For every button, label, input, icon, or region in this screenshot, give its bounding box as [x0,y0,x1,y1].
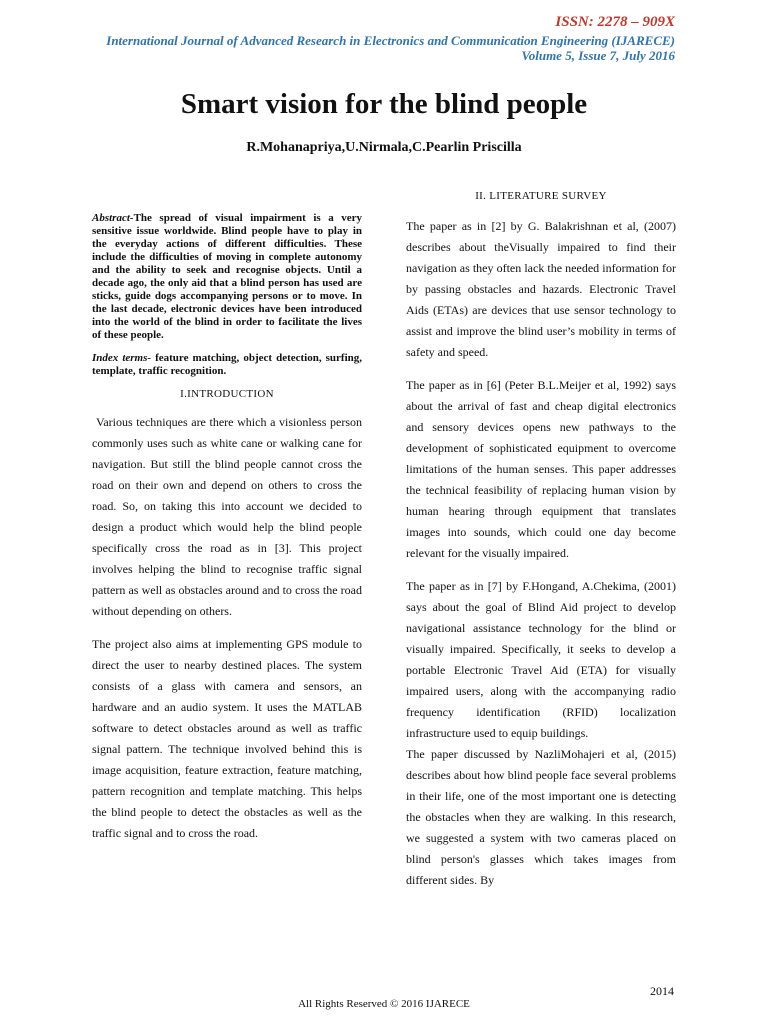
journal-header [35,33,675,63]
abstract-label: Abstract- [92,212,134,224]
section-heading-introduction: I.INTRODUCTION [180,388,274,400]
index-terms-text: feature matching, object detection, surfing, template, traffic recognition. [92,352,363,377]
section-heading-literature-survey: II. LITERATURE SURVEY [475,190,607,202]
abstract [92,212,362,342]
intro-paragraph-2: The project also aims at implementing GPS module to direct the user to nearby destined places. The system consists of a glass with camera and sensors, an hardware and an audio system. It uses the MATLAB software to detect obstacles around as well as traffic signal pattern. The technique involved behind this is image acquisition, feature extraction, feature matching, pattern recognition and template matching. This helps the blind people to detect the obstacles as well as the traffic signal and to cross the road. [92,637,362,840]
literature-paragraph-3: The paper as in [7] by F.Hongand, A.Chekima, (2001) says about the goal of Blind Aid project to develop navigational assistance technology for the blind or visually impaired. Specifically, it seeks to develop a portable Electronic Travel Aid (ETA) for visually impaired users, along with the accompanying radio frequency identification (RFID) localization infrastructure used to equip buildings. [406,579,676,740]
paper-authors: R.Mohanapriya,U.Nirmala,C.Pearlin Priscilla [246,140,522,155]
footer-copyright: All Rights Reserved © 2016 IJARECE [298,998,470,1010]
paper-title: Smart vision for the blind people [180,88,588,120]
left-column [92,190,362,844]
right-column [406,190,676,891]
abstract-text: The spread of visual impairment is a very sensitive issue worldwide. Blind people have to play in the everyday actions of different difficulties. These include the difficulties of moving in complete autonomy and the ability to seek and recognise objects. Until a decade ago, the only aid that a blind person has used are sticks, guide dogs accompanying persons or to move. In the last decade, electronic devices have been introduced into the world of the blind in order to facilitate the lives of these people. [92,212,362,341]
index-terms [92,352,362,378]
literature-paragraph-1: The paper as in [2] by G. Balakrishnan et al, (2007) describes about theVisually impaired to find their navigation as they often lack the needed information for by passing obstacles and hazards. Electronic Travel Aids (ETAs) are devices that use sensor technology to assist and improve the blind user’s mobility in terms of safety and speed. [406,219,676,359]
index-terms-label: Index terms- [92,352,152,364]
literature-paragraph-4: The paper discussed by NazliMohajeri et al, (2015) describes about how blind people face several problems in their life, one of the most important one is detecting the obstacles when they are walking. In this research, we suggested a system with two cameras placed on blind person's glasses which takes images from different sides. By [406,747,676,887]
journal-volume: Volume 5, Issue 7, July 2016 [521,48,675,63]
intro-paragraph-1: Various techniques are there which a visionless person commonly uses such as white cane or walking cane for navigation. But still the blind people cannot cross the road on their own and depend on others to cross the road. So, on taking this into account we decided to design a product which would help the blind people specifically cross the road as in [3]. This project involves helping the blind to recognise traffic signal pattern as well as obstacles around and to cross the road without depending on others. [92,415,362,618]
page-number: 2014 [650,984,674,998]
journal-name: International Journal of Advanced Research in Electronics and Communication Engineering (IJARECE) [106,33,675,48]
issn-label: ISSN: 2278 – 909X [555,14,675,30]
literature-paragraph-2: The paper as in [6] (Peter B.L.Meijer et al, 1992) says about the arrival of fast and cheap digital electronics and sensory devices opens new pathways to the development of sophisticated equipment to overcome limitations of the human senses. This paper addresses the technical feasibility of replacing human vision by human hearing through equipment that translates images into sounds, which could one day become relevant for the visually impaired. [406,378,676,560]
